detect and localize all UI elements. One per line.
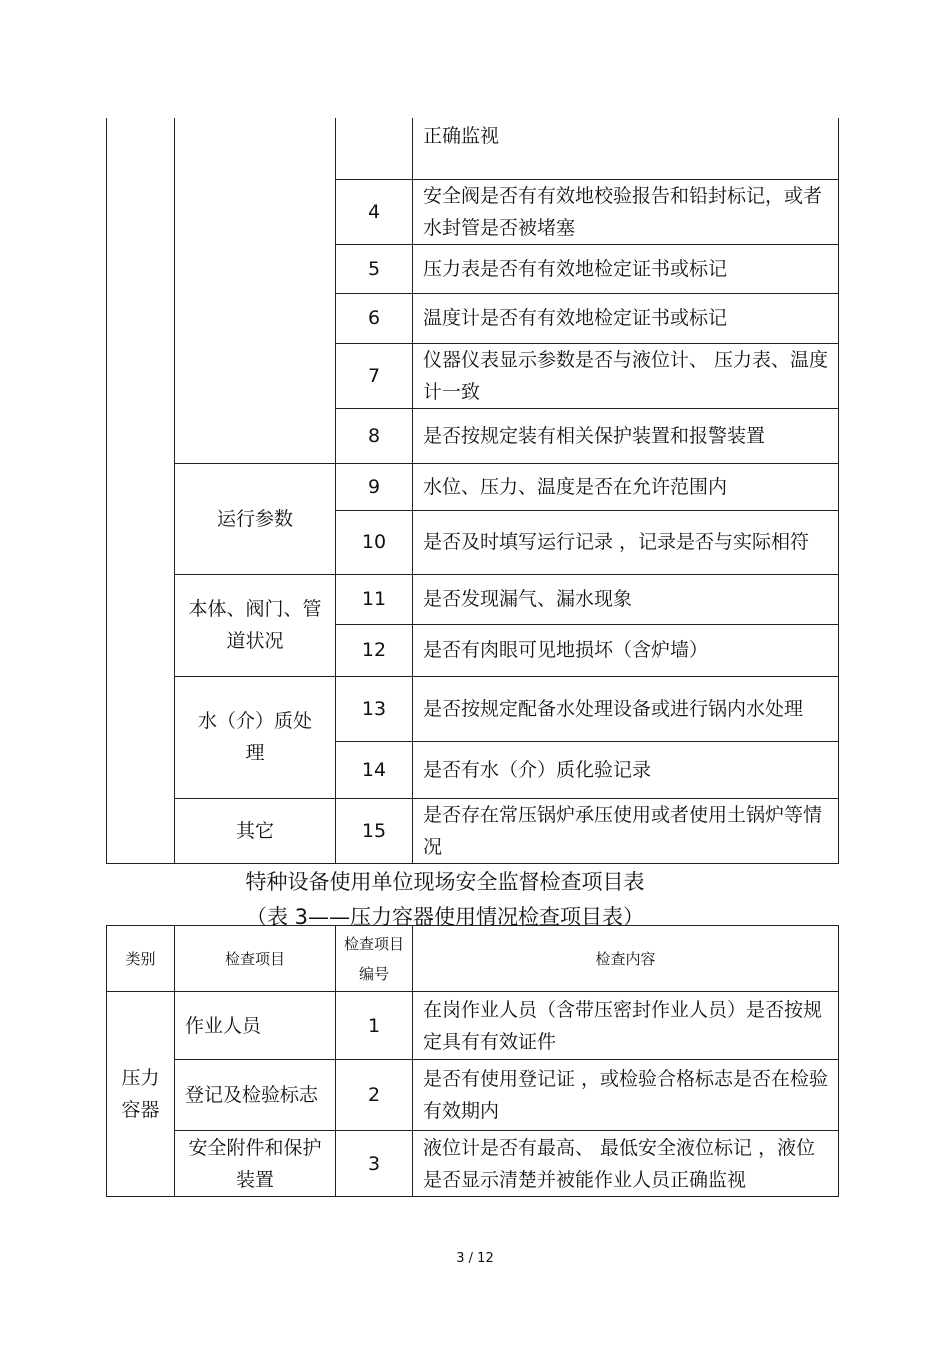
item-number: 7 — [336, 343, 413, 408]
header-number: 检查项目编号 — [336, 926, 413, 992]
item-number — [336, 118, 413, 179]
check-content: 是否按规定装有相关保护装置和报警装置 — [413, 408, 839, 463]
pressure-vessel-check-table — [106, 925, 839, 1197]
group-water-quality: 水（介）质处理 — [175, 676, 336, 798]
category-pressure-vessel: 压力容器 — [107, 992, 175, 1197]
check-content: 是否存在常压锅炉承压使用或者使用土锅炉等情况 — [413, 798, 839, 863]
check-content: 正确监视 — [413, 118, 839, 179]
check-content: 是否有肉眼可见地损坏（含炉墙） — [413, 624, 839, 676]
check-content: 是否发现漏气、漏水现象 — [413, 574, 839, 624]
check-content: 是否有水（介）质化验记录 — [413, 741, 839, 798]
item-number: 2 — [336, 1060, 413, 1131]
item-number: 12 — [336, 624, 413, 676]
check-content: 是否有使用登记证 ，或检验合格标志是否在检验有效期内 — [413, 1060, 839, 1131]
check-item: 安全附件和保护装置 — [175, 1131, 336, 1197]
check-item: 作业人员 — [175, 992, 336, 1060]
header-category: 类别 — [107, 926, 175, 992]
item-number: 5 — [336, 244, 413, 293]
check-content: 是否及时填写运行记录 ，记录是否与实际相符 — [413, 510, 839, 574]
item-number: 11 — [336, 574, 413, 624]
category-cell-continued — [107, 118, 175, 863]
boiler-check-table-continued — [106, 118, 839, 864]
header-content: 检查内容 — [413, 926, 839, 992]
item-number: 4 — [336, 179, 413, 244]
check-content: 液位计是否有最高、 最低安全液位标记 ，液位是否显示清楚并被能作业人员正确监视 — [413, 1131, 839, 1197]
group-other: 其它 — [175, 798, 336, 863]
item-cell-continued — [175, 118, 336, 463]
check-content: 水位、压力、温度是否在允许范围内 — [413, 463, 839, 510]
check-content: 温度计是否有有效地检定证书或标记 — [413, 293, 839, 343]
check-content: 是否按规定配备水处理设备或进行锅内水处理 — [413, 676, 839, 741]
check-content: 安全阀是否有有效地校验报告和铅封标记，或者水封管是否被堵塞 — [413, 179, 839, 244]
group-body-valve: 本体、阀门、管道状况 — [175, 574, 336, 676]
item-number: 15 — [336, 798, 413, 863]
group-run-params: 运行参数 — [175, 463, 336, 574]
item-number: 6 — [336, 293, 413, 343]
item-number: 1 — [336, 992, 413, 1060]
check-item: 登记及检验标志 — [175, 1060, 336, 1131]
item-number: 13 — [336, 676, 413, 741]
check-content: 压力表是否有有效地检定证书或标记 — [413, 244, 839, 293]
table-subtitle: （表 3——压力容器使用情况检查项目表） — [245, 905, 645, 929]
item-number: 9 — [336, 463, 413, 510]
check-content: 仪器仪表显示参数是否与液位计、 压力表、温度计一致 — [413, 343, 839, 408]
item-number: 8 — [336, 408, 413, 463]
item-number: 14 — [336, 741, 413, 798]
item-number: 3 — [336, 1131, 413, 1197]
table-title: 特种设备使用单位现场安全监督检查项目表 — [245, 870, 645, 894]
header-item: 检查项目 — [175, 926, 336, 992]
check-content: 在岗作业人员（含带压密封作业人员）是否按规定具有有效证件 — [413, 992, 839, 1060]
page-number: 3 / 12 — [456, 1251, 494, 1266]
item-number: 10 — [336, 510, 413, 574]
